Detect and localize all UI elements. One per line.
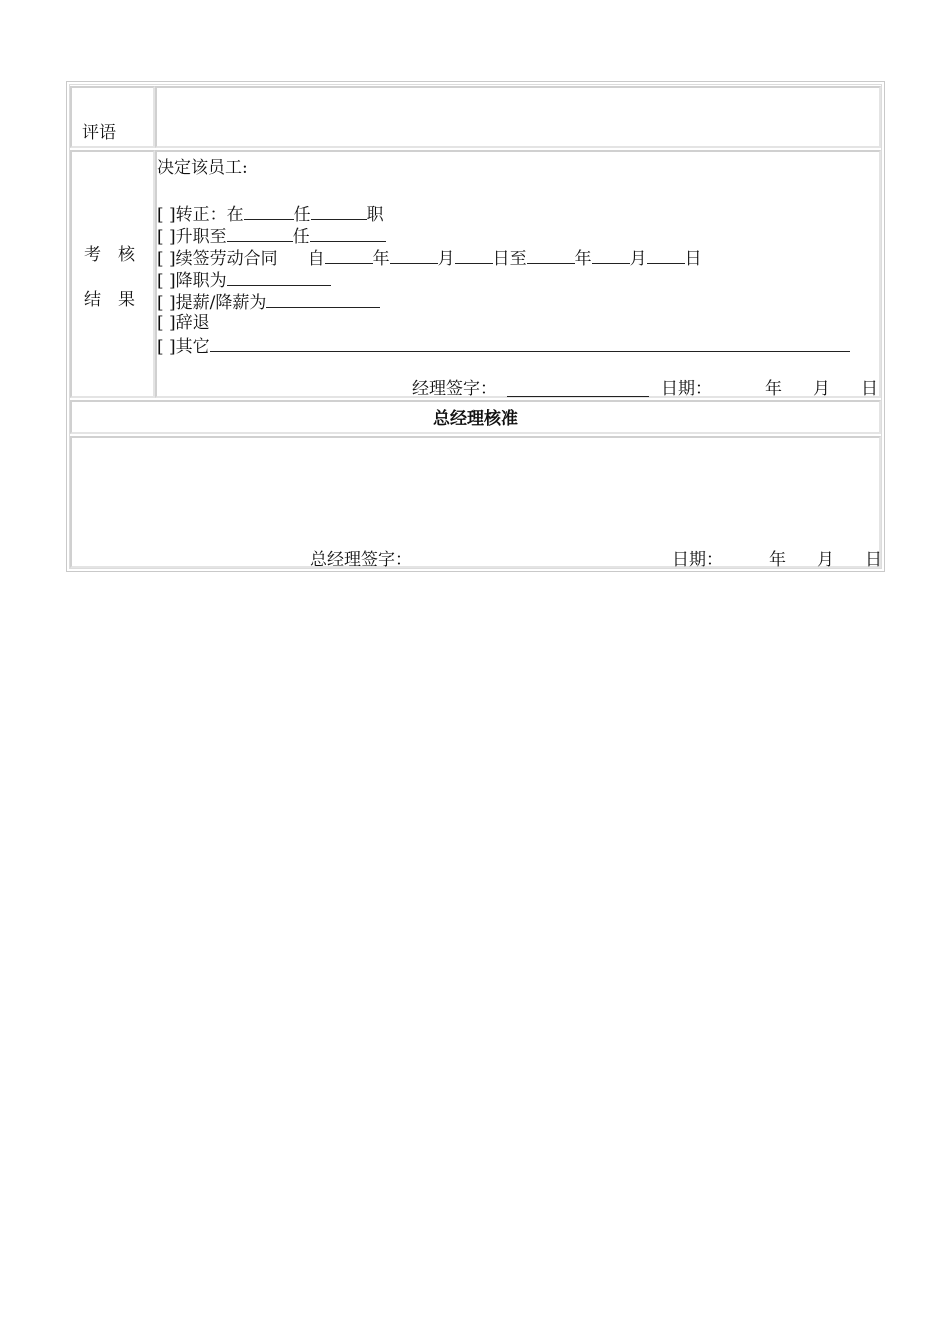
gm-approval-cell[interactable]: [70, 436, 881, 568]
gm-date-year: 年: [769, 550, 786, 570]
manager-signature-label: 经理签字：: [412, 379, 497, 399]
comment-label-cell: [70, 86, 155, 148]
comment-label: 评语: [82, 123, 116, 143]
checkbox-dismiss[interactable]: [ ]: [157, 313, 176, 333]
option-demote[interactable]: [ ]降职为: [157, 268, 331, 292]
manager-date-day: 日: [861, 379, 878, 399]
decision-title: 决定该员工:: [157, 158, 248, 178]
blank-promote-dept[interactable]: [227, 224, 293, 242]
blank-other-details[interactable]: [210, 334, 850, 352]
gm-title-cell: [70, 400, 881, 434]
manager-date-label: 日期：: [661, 379, 712, 399]
gm-signature-label: 总经理签字：: [310, 550, 412, 570]
evaluation-form: [66, 81, 885, 572]
checkbox-renew[interactable]: [ ]: [157, 249, 176, 269]
result-label-cell: [70, 150, 155, 398]
comment-content-cell[interactable]: [155, 86, 881, 148]
manager-date-month: 月: [813, 379, 830, 399]
gm-date-day: 日: [865, 550, 882, 570]
blank-renew-to-month[interactable]: [592, 246, 630, 264]
option-confirm[interactable]: [ ]转正：在 任 职: [157, 202, 384, 226]
blank-salary-amount[interactable]: [266, 290, 380, 308]
result-content-cell: [155, 150, 881, 398]
option-promote[interactable]: [ ]升职至 任: [157, 224, 386, 248]
checkbox-promote[interactable]: [ ]: [157, 227, 176, 247]
blank-renew-from-day[interactable]: [455, 246, 493, 264]
result-label-line1: 考 核: [84, 245, 135, 265]
manager-signature-field[interactable]: [507, 379, 649, 397]
blank-renew-from-month[interactable]: [390, 246, 438, 264]
manager-date-year: 年: [765, 379, 782, 399]
blank-confirm-position[interactable]: [311, 202, 367, 220]
result-label-line2: 结 果: [84, 290, 135, 310]
gm-title: 总经理核准: [433, 409, 518, 429]
blank-demote-position[interactable]: [227, 268, 331, 286]
checkbox-demote[interactable]: [ ]: [157, 271, 176, 291]
gm-date-label: 日期：: [672, 550, 723, 570]
checkbox-other[interactable]: [ ]: [157, 337, 176, 357]
blank-renew-to-year[interactable]: [527, 246, 575, 264]
option-renew[interactable]: [ ]续签劳动合同 自 年 月 日至 年 月 日: [157, 246, 702, 270]
blank-confirm-dept[interactable]: [244, 202, 294, 220]
blank-renew-from-year[interactable]: [325, 246, 373, 264]
blank-promote-position[interactable]: [310, 224, 386, 242]
gm-date-month: 月: [817, 550, 834, 570]
option-other[interactable]: [ ]其它: [157, 334, 850, 358]
blank-renew-to-day[interactable]: [647, 246, 685, 264]
checkbox-confirm[interactable]: [ ]: [157, 205, 176, 225]
option-dismiss[interactable]: [ ]辞退: [157, 313, 210, 333]
option-salary[interactable]: [ ]提薪/降薪为: [157, 290, 380, 314]
checkbox-salary[interactable]: [ ]: [157, 293, 176, 313]
